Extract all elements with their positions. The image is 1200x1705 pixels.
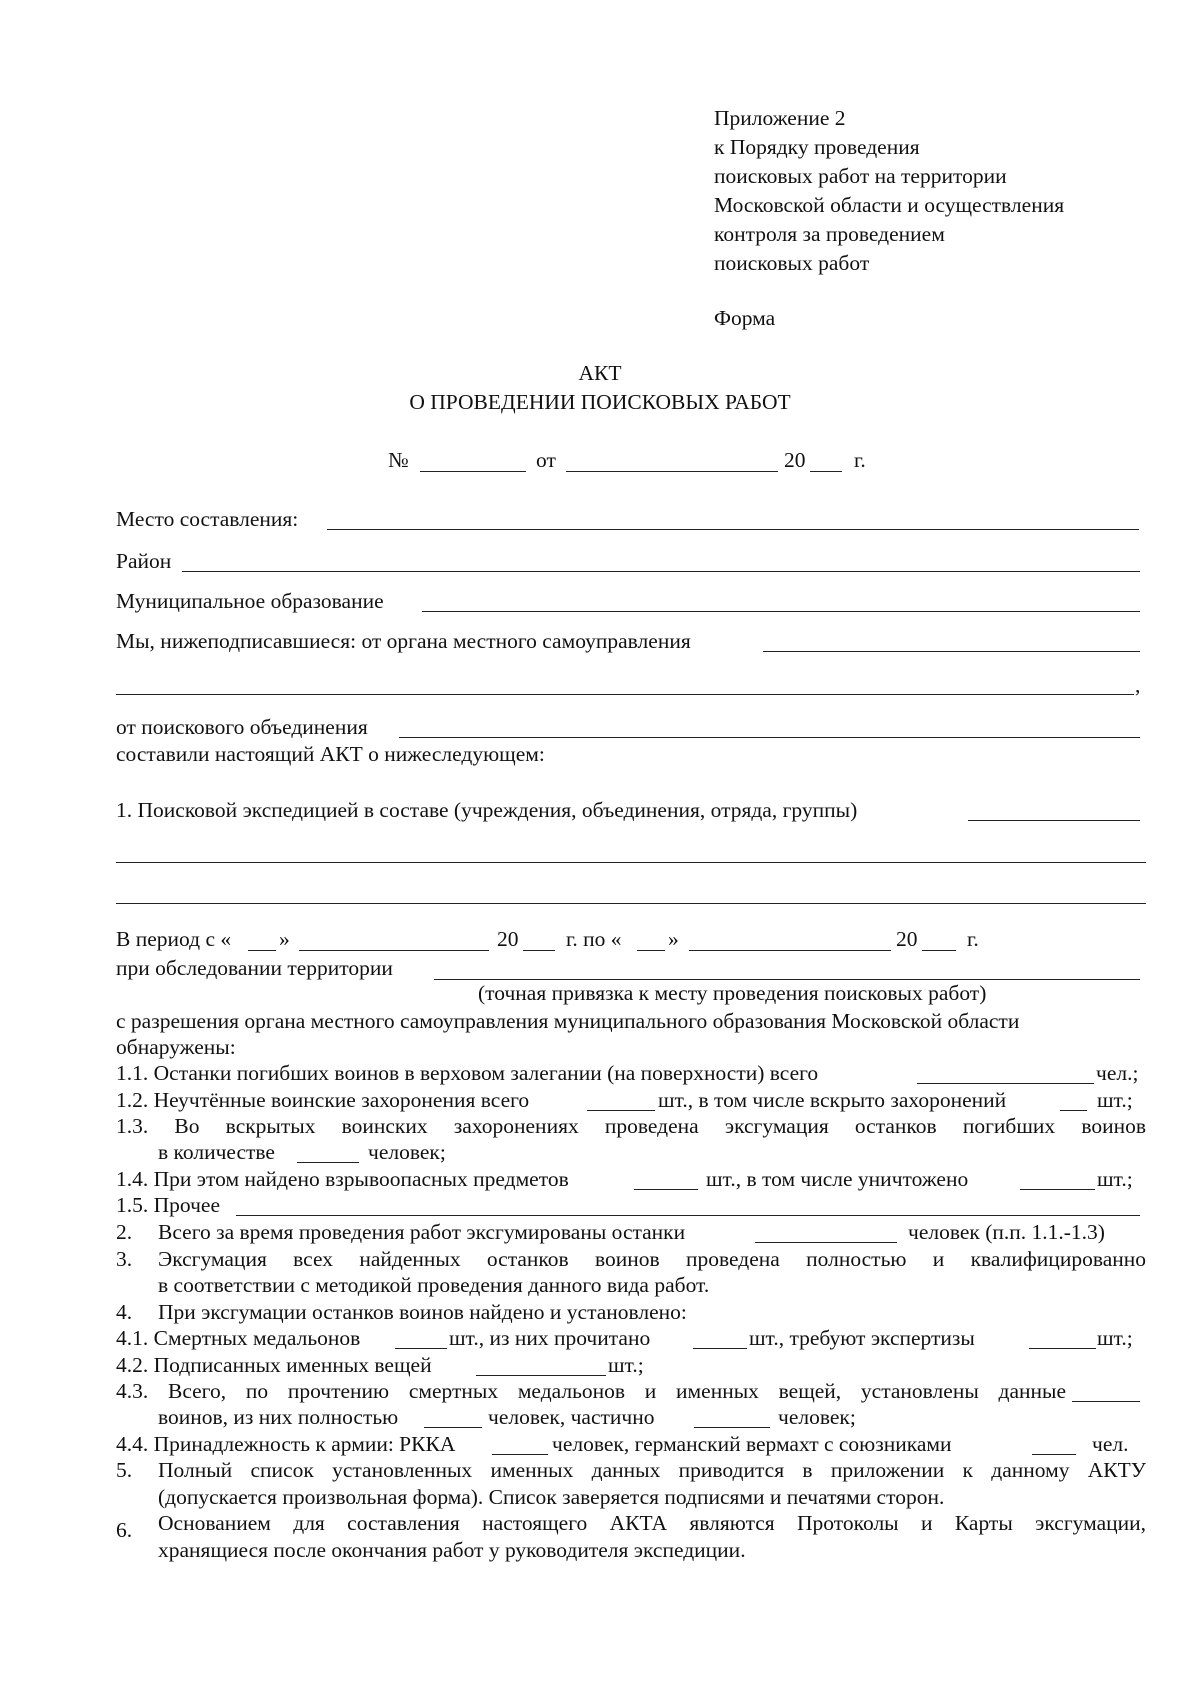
- item-5-number: 5.: [116, 1458, 133, 1482]
- period-year-1: 20: [497, 927, 519, 951]
- item-1-4-field[interactable]: [634, 1189, 698, 1190]
- item-1-4-text: 1.4. При этом найдено взрывоопасных предметов: [116, 1167, 569, 1191]
- item-1-text: 1. Поисковой экспедицией в составе (учреждения, объединения, отряда, группы): [116, 798, 858, 822]
- item-3-text: Эксгумация всех найденных останков воинов проведена полностью и квалифицированно: [158, 1247, 1146, 1271]
- item-1-2-opened-field[interactable]: [1060, 1110, 1087, 1111]
- period-start-day-field[interactable]: [248, 950, 276, 951]
- item-4-4-wehrmacht-field[interactable]: [1032, 1454, 1076, 1455]
- district-label: Район: [116, 549, 172, 573]
- item-1-3-field[interactable]: [297, 1162, 359, 1163]
- item-4-1-medallions-field[interactable]: [395, 1348, 447, 1349]
- item-4-3-full-field[interactable]: [424, 1427, 482, 1428]
- appendix-line-1: Приложение 2: [714, 106, 846, 130]
- item-1-2-text: 1.2. Неучтённые воинские захоронения всего: [116, 1088, 530, 1112]
- search-association-field[interactable]: [399, 737, 1140, 738]
- appendix-line-5: контроля за проведением: [714, 222, 945, 246]
- item-6-number: 6.: [116, 1518, 133, 1542]
- comma: ,: [1135, 673, 1141, 697]
- item-1-1-unit: чел.;: [1096, 1061, 1139, 1085]
- period-g: г.: [967, 927, 979, 951]
- municipality-field[interactable]: [422, 611, 1140, 612]
- permission-line-2: обнаружены:: [116, 1035, 236, 1059]
- item-1-4-unit: шт.;: [1097, 1167, 1133, 1191]
- compiled-text: составили настоящий АКТ о нижеследующем:: [116, 742, 545, 766]
- permission-line-1: с разрешения органа местного самоуправления муниципального образования Московской области: [116, 1009, 1020, 1033]
- form-label: Форма: [714, 306, 776, 330]
- territory-label: при обследовании территории: [116, 956, 393, 980]
- year-prefix: 20: [784, 448, 806, 472]
- item-4-2-text: 4.2. Подписанных именных вещей: [116, 1353, 432, 1377]
- item-4-1-unit: шт.;: [1097, 1326, 1133, 1350]
- item-1-3-text: 1.3. Во вскрытых воинских захоронениях проведена эксгумация останков погибших воинов: [116, 1114, 1146, 1138]
- appendix-line-4: Московской области и осуществления: [714, 193, 1065, 217]
- item-1-4-destroyed-field[interactable]: [1020, 1189, 1095, 1190]
- item-4-3-text-2: воинов, из них полностью: [158, 1405, 399, 1429]
- period-close-quote-1: »: [279, 927, 290, 951]
- item-4-2-unit: шт.;: [608, 1353, 644, 1377]
- item-2-field[interactable]: [755, 1242, 897, 1243]
- expedition-field-3[interactable]: [116, 903, 1146, 904]
- item-1-2-field[interactable]: [587, 1110, 655, 1111]
- item-4-number: 4.: [116, 1300, 133, 1324]
- title-akt: АКТ: [578, 361, 622, 385]
- item-4-4-text-2: человек, германский вермахт с союзниками: [552, 1432, 952, 1456]
- item-2-unit: человек (п.п. 1.1.-1.3): [908, 1220, 1105, 1244]
- item-1-2-unit: шт.;: [1097, 1088, 1133, 1112]
- period-close-quote-2: »: [668, 927, 679, 951]
- item-5-text: Полный список установленных именных данных приводится в приложении к данному АКТУ: [158, 1458, 1146, 1482]
- appendix-line-6: поисковых работ: [714, 251, 870, 275]
- expedition-field[interactable]: [968, 820, 1140, 821]
- item-3-text-2: в соответствии с методикой проведения данного вида работ.: [158, 1273, 710, 1297]
- period-start-month-field[interactable]: [299, 950, 489, 951]
- item-3-number: 3.: [116, 1247, 133, 1271]
- item-4-1-read-field[interactable]: [693, 1348, 747, 1349]
- item-4-3-partial-field[interactable]: [694, 1427, 770, 1428]
- item-4-3-field[interactable]: [1072, 1401, 1140, 1402]
- item-4-4-unit: чел.: [1092, 1432, 1129, 1456]
- date-ot: от: [536, 448, 556, 472]
- item-4-text: При эксгумации останков воинов найдено и установлено:: [158, 1300, 687, 1324]
- item-4-1-text-3: шт., требуют экспертизы: [749, 1326, 975, 1350]
- local-authority-field-2[interactable]: [116, 694, 1134, 695]
- period-start-year-field[interactable]: [523, 950, 555, 951]
- item-1-3-unit: человек;: [368, 1140, 446, 1164]
- date-field[interactable]: [566, 471, 778, 472]
- number-field[interactable]: [420, 471, 526, 472]
- period-end-month-field[interactable]: [689, 950, 891, 951]
- search-association-label: от поискового объединения: [116, 715, 368, 739]
- year-field[interactable]: [810, 471, 842, 472]
- item-4-1-expertise-field[interactable]: [1029, 1348, 1096, 1349]
- item-1-5-text: 1.5. Прочее: [116, 1193, 220, 1217]
- item-4-1-text: 4.1. Смертных медальонов: [116, 1326, 361, 1350]
- territory-hint: (точная привязка к месту проведения поисковых работ): [478, 981, 987, 1005]
- item-4-4-rkka-field[interactable]: [492, 1454, 548, 1455]
- item-4-2-field[interactable]: [476, 1375, 606, 1376]
- item-6-text-2: хранящиеся после окончания работ у руководителя экспедиции.: [158, 1538, 746, 1562]
- district-field[interactable]: [182, 571, 1140, 572]
- period-prefix: В период с «: [116, 927, 232, 951]
- period-end-year-field[interactable]: [922, 950, 956, 951]
- period-end-day-field[interactable]: [637, 950, 665, 951]
- item-2-text: Всего за время проведения работ эксгумированы останки: [158, 1220, 686, 1244]
- appendix-line-2: к Порядку проведения: [714, 135, 920, 159]
- item-4-4-text: 4.4. Принадлежность к армии: РККА: [116, 1432, 456, 1456]
- item-1-4-text-2: шт., в том числе уничтожено: [706, 1167, 969, 1191]
- title-subtitle: О ПРОВЕДЕНИИ ПОИСКОВЫХ РАБОТ: [409, 390, 791, 414]
- municipality-label: Муниципальное образование: [116, 589, 384, 613]
- place-field[interactable]: [327, 529, 1139, 530]
- place-label: Место составления:: [116, 507, 299, 531]
- item-1-1-field[interactable]: [917, 1083, 1094, 1084]
- number-sign: №: [388, 448, 409, 472]
- period-year-2: 20: [896, 927, 918, 951]
- item-5-text-2: (допускается произвольная форма). Список заверяется подписями и печатями сторон.: [158, 1485, 945, 1509]
- item-4-3-text-3: человек, частично: [488, 1405, 655, 1429]
- item-6-text: Основанием для составления настоящего АКТА являются Протоколы и Карты эксгумации,: [158, 1511, 1146, 1535]
- appendix-line-3: поисковых работ на территории: [714, 164, 1007, 188]
- item-4-3-text: 4.3. Всего, по прочтению смертных медальонов и именных вещей, установлены данные: [116, 1379, 1066, 1403]
- item-1-1-text: 1.1. Останки погибших воинов в верховом залегании (на поверхности) всего: [116, 1061, 819, 1085]
- item-2-number: 2.: [116, 1220, 133, 1244]
- local-authority-field[interactable]: [763, 651, 1140, 652]
- year-g: г.: [854, 448, 866, 472]
- item-1-5-field[interactable]: [236, 1215, 1140, 1216]
- item-4-3-unit: человек;: [778, 1405, 856, 1429]
- item-4-1-text-2: шт., из них прочитано: [449, 1326, 651, 1350]
- period-mid: г. по «: [566, 927, 622, 951]
- item-1-2-text-2: шт., в том числе вскрыто захоронений: [658, 1088, 1007, 1112]
- item-1-3-text-2: в количестве: [158, 1140, 275, 1164]
- undersigned-label: Мы, нижеподписавшиеся: от органа местного самоуправления: [116, 629, 691, 653]
- expedition-field-2[interactable]: [116, 862, 1146, 863]
